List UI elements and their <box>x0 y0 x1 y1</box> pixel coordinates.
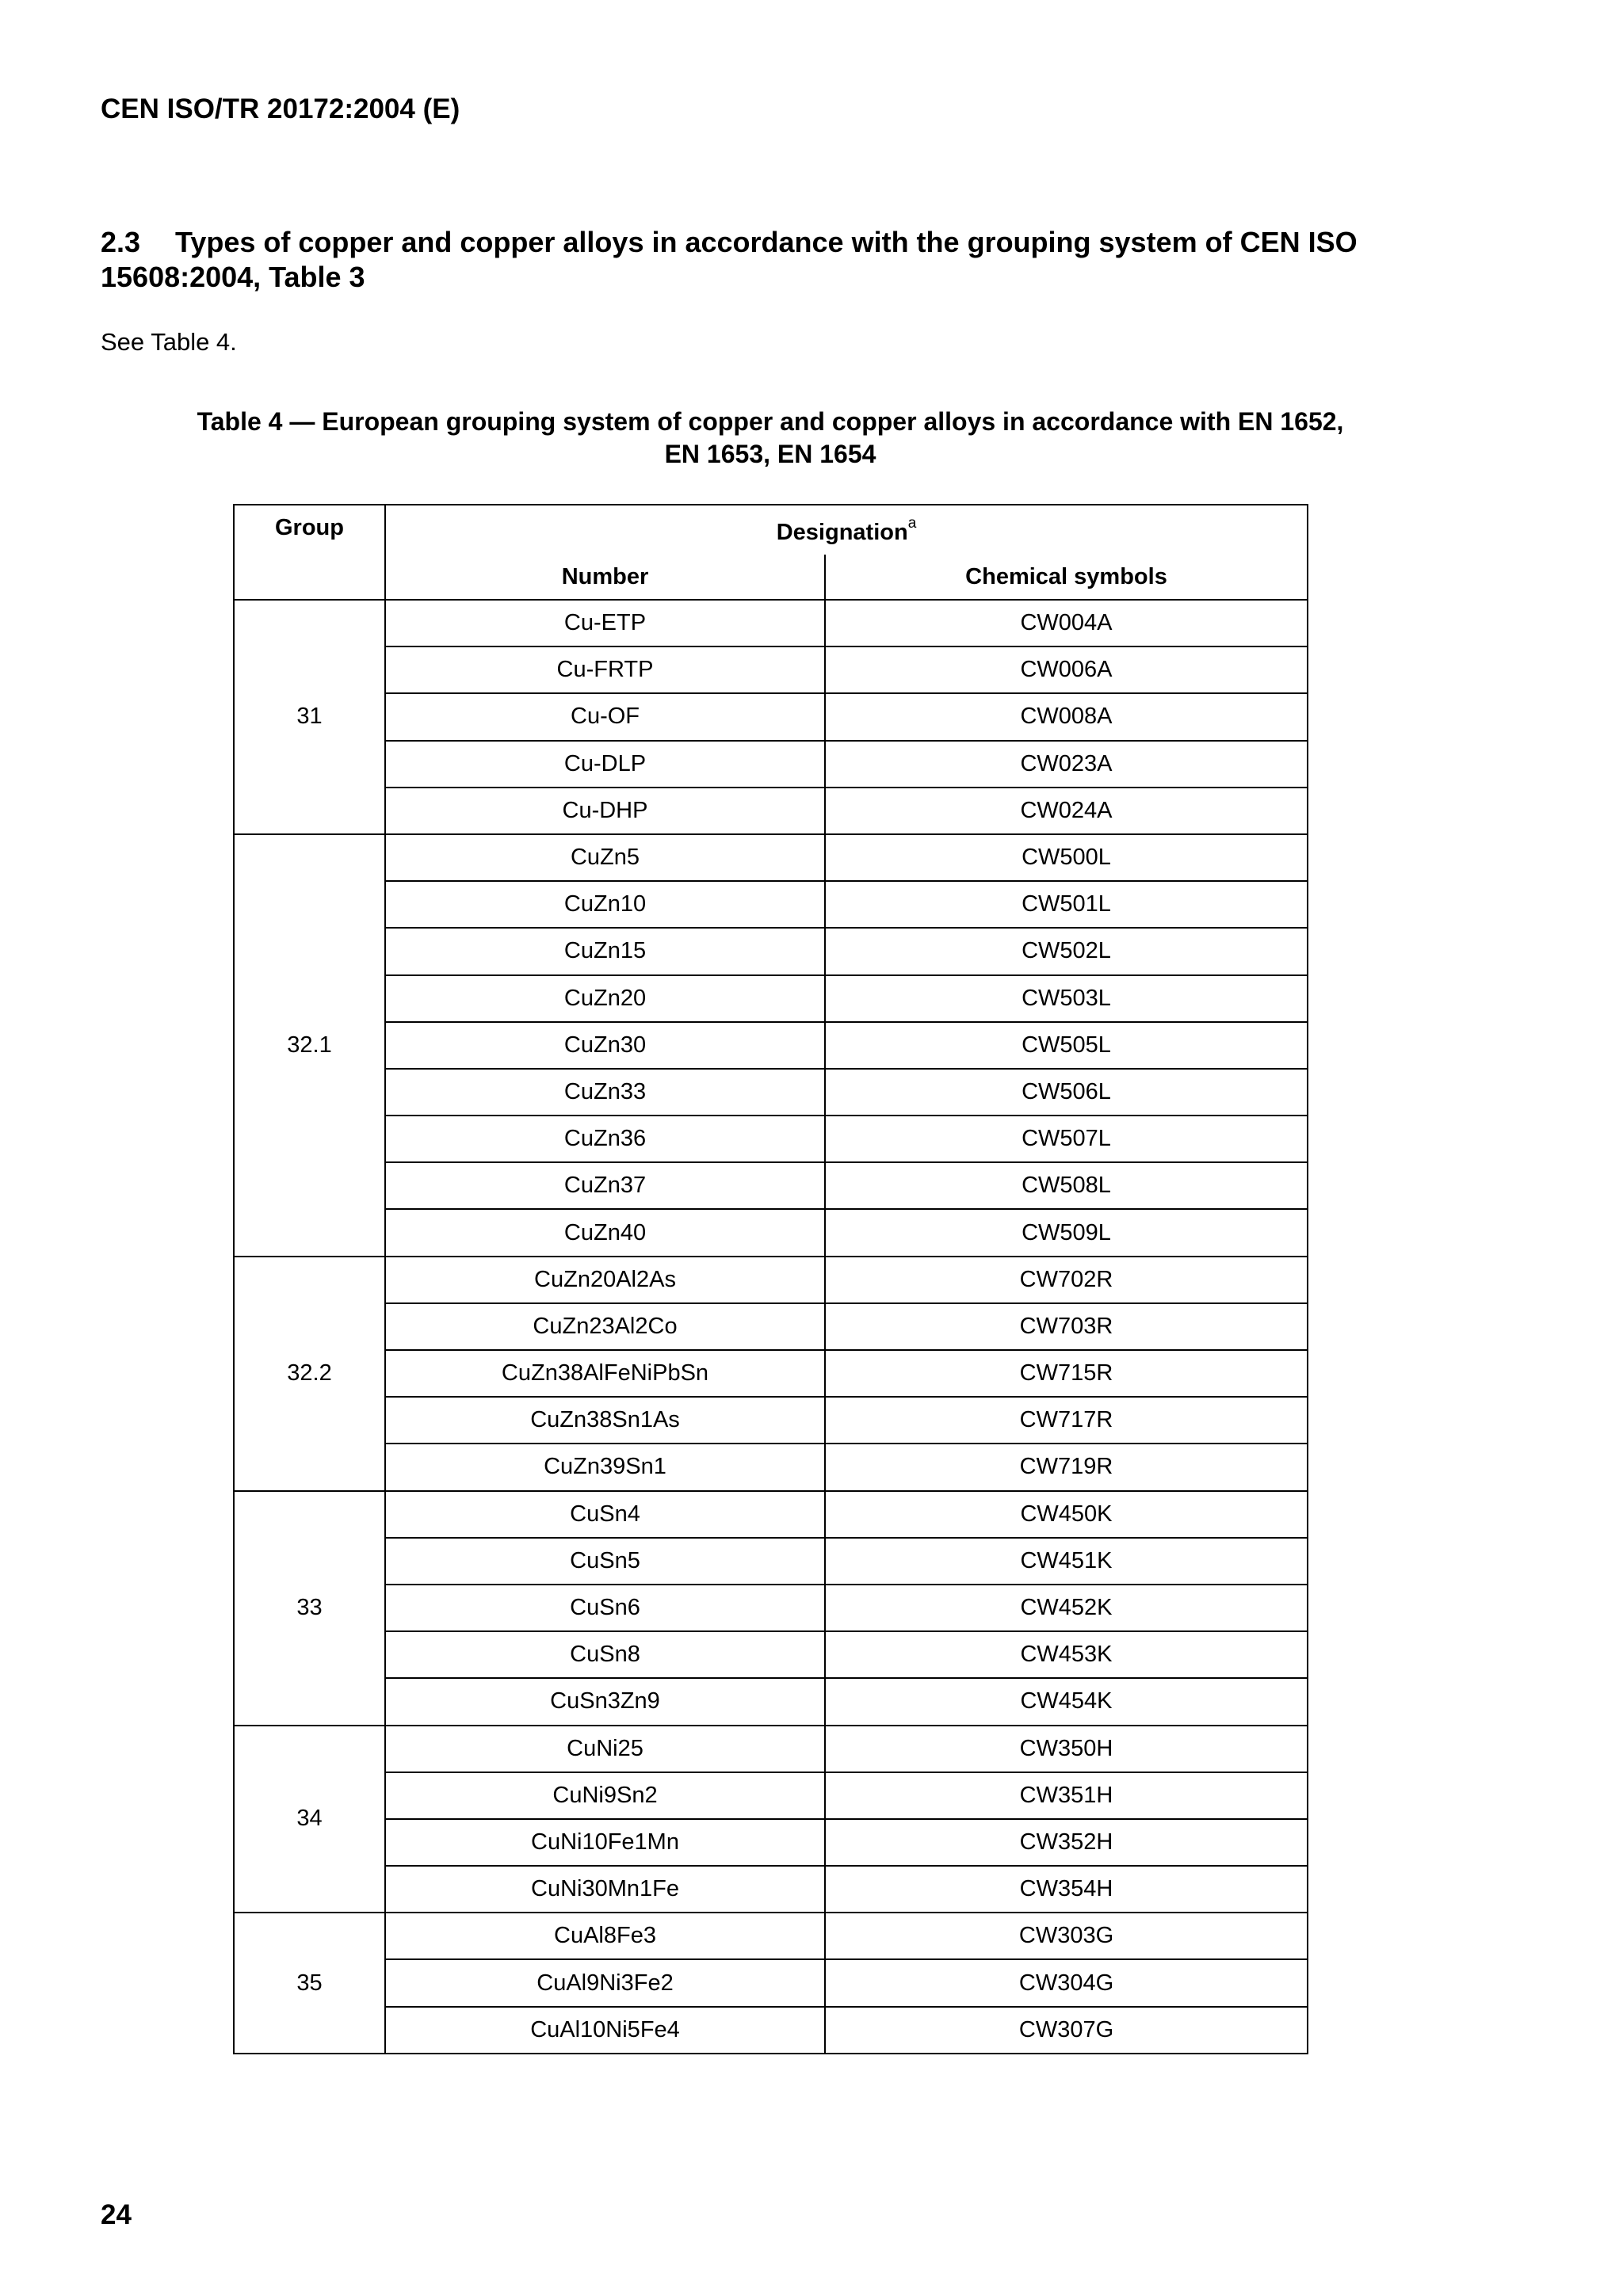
alloy-number-cell: CuZn5 <box>385 834 825 881</box>
table-row <box>234 1678 1308 1725</box>
chemical-symbol-cell: CW500L <box>825 834 1308 881</box>
chemical-symbol-cell: CW703R <box>825 1303 1308 1350</box>
alloy-number-cell: Cu-DLP <box>385 741 825 788</box>
alloy-number-cell: CuZn23Al2Co <box>385 1303 825 1350</box>
table-row <box>234 1397 1308 1444</box>
table-row <box>234 646 1308 693</box>
alloy-number-cell: CuZn15 <box>385 928 825 974</box>
table-row <box>234 1444 1308 1490</box>
table-row <box>234 788 1308 834</box>
table-row <box>234 600 1308 646</box>
alloy-number-cell: CuZn40 <box>385 1209 825 1256</box>
designation-footnote-marker: a <box>907 514 917 532</box>
table-row <box>234 1866 1308 1913</box>
table-row <box>234 1726 1308 1772</box>
alloy-number-cell: CuZn33 <box>385 1069 825 1116</box>
chemical-symbol-cell: CW509L <box>825 1209 1308 1256</box>
header-chemical-symbols <box>825 555 1308 600</box>
chemical-symbol-cell: CW505L <box>825 1022 1308 1069</box>
table-row <box>234 1303 1308 1350</box>
chemical-symbol-cell: CW454K <box>825 1678 1308 1725</box>
header-group-label: Group <box>275 515 344 540</box>
alloy-number-cell: CuAl8Fe3 <box>385 1913 825 1959</box>
chemical-symbol-cell: CW715R <box>825 1350 1308 1397</box>
alloy-number-cell: CuNi30Mn1Fe <box>385 1866 825 1913</box>
table-row <box>234 693 1308 740</box>
alloy-grouping-table <box>233 504 1308 2054</box>
alloy-number-cell: CuNi9Sn2 <box>385 1772 825 1819</box>
chemical-symbol-cell: CW350H <box>825 1726 1308 1772</box>
chemical-symbol-cell: CW023A <box>825 741 1308 788</box>
alloy-number-cell: CuSn4 <box>385 1491 825 1538</box>
alloy-number-cell: CuSn8 <box>385 1631 825 1678</box>
alloy-number-cell: CuZn36 <box>385 1116 825 1162</box>
table-row <box>234 1022 1308 1069</box>
alloy-number-cell: CuNi25 <box>385 1726 825 1772</box>
alloy-number-cell: CuZn39Sn1 <box>385 1444 825 1490</box>
table-row <box>234 1913 1308 1959</box>
chemical-symbol-cell: CW303G <box>825 1913 1308 1959</box>
section-title-line2: 15608:2004, Table 3 <box>101 261 365 293</box>
table-caption-line2: EN 1653, EN 1654 <box>664 440 876 468</box>
group-cell: 32.2 <box>234 1257 385 1491</box>
table-row <box>234 1116 1308 1162</box>
alloy-number-cell: CuZn38Sn1As <box>385 1397 825 1444</box>
chemical-symbol-cell: CW452K <box>825 1585 1308 1631</box>
chemical-symbol-cell: CW502L <box>825 928 1308 974</box>
chemical-symbol-cell: CW503L <box>825 975 1308 1022</box>
alloy-number-cell: CuSn3Zn9 <box>385 1678 825 1725</box>
table-header-row <box>234 505 1308 555</box>
header-group <box>234 505 385 600</box>
table-row <box>234 1491 1308 1538</box>
section-title-line1: Types of copper and copper alloys in accordance with the grouping system of CEN ISO <box>175 226 1358 258</box>
alloy-number-cell: CuSn6 <box>385 1585 825 1631</box>
group-cell: 35 <box>234 1913 385 2054</box>
alloy-number-cell: CuZn20 <box>385 975 825 1022</box>
chemical-symbol-cell: CW506L <box>825 1069 1308 1116</box>
table-row <box>234 1959 1308 2006</box>
chemical-symbol-cell: CW507L <box>825 1116 1308 1162</box>
alloy-number-cell: CuAl10Ni5Fe4 <box>385 2007 825 2054</box>
alloy-number-cell: CuZn38AlFeNiPbSn <box>385 1350 825 1397</box>
chemical-symbol-cell: CW351H <box>825 1772 1308 1819</box>
alloy-number-cell: CuAl9Ni3Fe2 <box>385 1959 825 2006</box>
alloy-number-cell: Cu-OF <box>385 693 825 740</box>
chemical-symbol-cell: CW006A <box>825 646 1308 693</box>
table-row <box>234 1819 1308 1866</box>
group-cell: 34 <box>234 1726 385 1913</box>
table-subheader-row <box>234 555 1308 600</box>
table-row <box>234 2007 1308 2054</box>
group-cell: 31 <box>234 600 385 834</box>
table-row <box>234 1069 1308 1116</box>
table-row <box>234 1772 1308 1819</box>
chemical-symbol-cell: CW307G <box>825 2007 1308 2054</box>
header-number <box>385 555 825 600</box>
alloy-number-cell: CuZn37 <box>385 1162 825 1209</box>
alloy-number-cell: Cu-ETP <box>385 600 825 646</box>
header-number-label: Number <box>561 563 649 589</box>
chemical-symbol-cell: CW304G <box>825 1959 1308 2006</box>
chemical-symbol-cell: CW354H <box>825 1866 1308 1913</box>
group-cell: 32.1 <box>234 834 385 1257</box>
table-row <box>234 975 1308 1022</box>
chemical-symbol-cell: CW719R <box>825 1444 1308 1490</box>
chemical-symbol-cell: CW451K <box>825 1538 1308 1585</box>
alloy-number-cell: CuZn20Al2As <box>385 1257 825 1303</box>
chemical-symbol-cell: CW508L <box>825 1162 1308 1209</box>
table-row <box>234 1350 1308 1397</box>
chemical-symbol-cell: CW024A <box>825 788 1308 834</box>
alloy-number-cell: Cu-FRTP <box>385 646 825 693</box>
table-row <box>234 881 1308 928</box>
chemical-symbol-cell: CW008A <box>825 693 1308 740</box>
table-row <box>234 834 1308 881</box>
alloy-number-cell: CuZn10 <box>385 881 825 928</box>
table-row <box>234 1162 1308 1209</box>
table-caption-line1: Table 4 — European grouping system of copper and copper alloys in accordance with EN 1652, <box>197 407 1344 436</box>
table-row <box>234 1538 1308 1585</box>
chemical-symbol-cell: CW501L <box>825 881 1308 928</box>
group-cell: 33 <box>234 1491 385 1726</box>
alloy-number-cell: CuZn30 <box>385 1022 825 1069</box>
table-body <box>234 600 1308 2054</box>
section-heading <box>101 225 1448 295</box>
section-number: 2.3 <box>101 226 141 258</box>
table-row <box>234 928 1308 974</box>
chemical-symbol-cell: CW450K <box>825 1491 1308 1538</box>
page-number: 24 <box>101 2199 132 2230</box>
chemical-symbol-cell: CW702R <box>825 1257 1308 1303</box>
document-id-header: CEN ISO/TR 20172:2004 (E) <box>101 93 460 124</box>
header-symbols-label: Chemical symbols <box>965 563 1167 589</box>
header-designation <box>385 505 1308 555</box>
alloy-number-cell: CuNi10Fe1Mn <box>385 1819 825 1866</box>
chemical-symbol-cell: CW004A <box>825 600 1308 646</box>
intro-paragraph: See Table 4. <box>101 328 237 356</box>
table-row <box>234 1585 1308 1631</box>
chemical-symbol-cell: CW717R <box>825 1397 1308 1444</box>
table-row <box>234 1257 1308 1303</box>
chemical-symbol-cell: CW352H <box>825 1819 1308 1866</box>
alloy-number-cell: CuSn5 <box>385 1538 825 1585</box>
table-row <box>234 741 1308 788</box>
table-caption <box>101 406 1440 471</box>
alloy-number-cell: Cu-DHP <box>385 788 825 834</box>
chemical-symbol-cell: CW453K <box>825 1631 1308 1678</box>
table-row <box>234 1631 1308 1678</box>
header-designation-label: Designation <box>776 519 908 545</box>
table-row <box>234 1209 1308 1256</box>
